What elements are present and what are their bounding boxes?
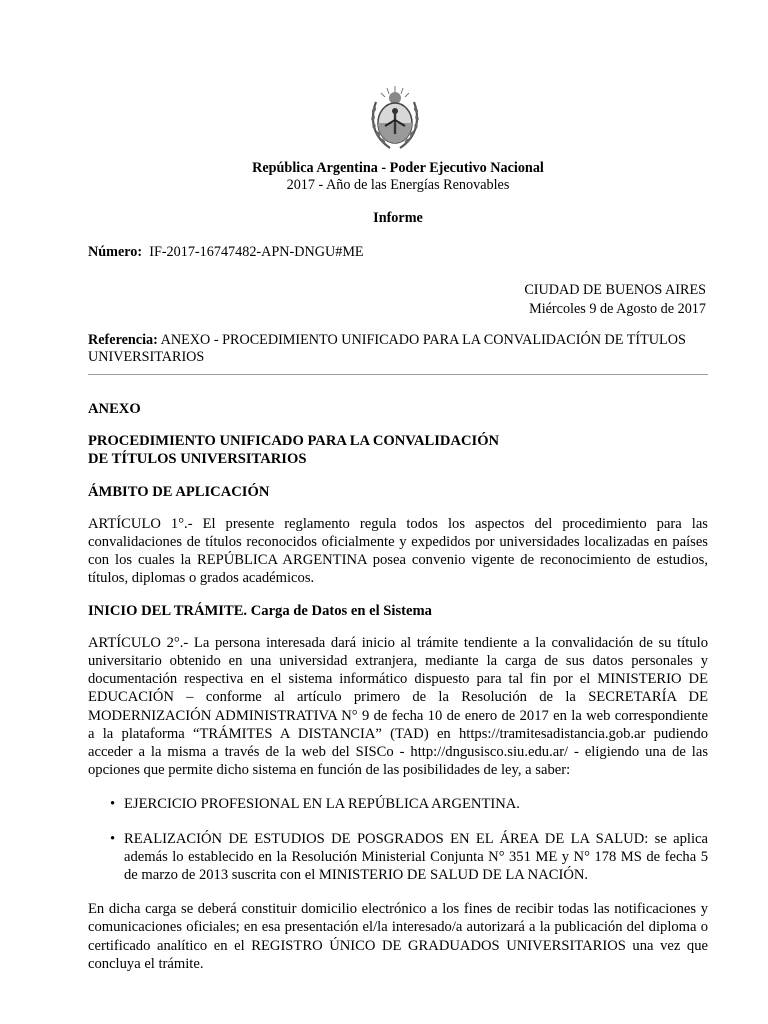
section-annex-heading: ANEXO (88, 401, 141, 417)
procedure-title-line-2: DE TÍTULOS UNIVERSITARIOS (88, 451, 307, 468)
list-item (88, 830, 708, 885)
list-item (88, 795, 708, 813)
coat-of-arms-icon (368, 84, 422, 154)
scope-heading: ÁMBITO DE APLICACIÓN (88, 483, 270, 500)
document-number (88, 244, 364, 261)
government-title: República Argentina - Poder Ejecutivo Nacional (252, 160, 544, 176)
document-number-label: Número: (88, 244, 143, 260)
divider (88, 374, 708, 375)
reference (88, 332, 708, 366)
document-type: Informe (373, 210, 423, 226)
city: CIUDAD DE BUENOS AIRES (524, 282, 706, 298)
bullet-icon: • (110, 796, 116, 813)
place-date-block (524, 281, 706, 319)
closing-paragraph: En dicha carga se deberá constituir domicilio electrónico a los fines de recibir todas las notificaciones y comunicaciones oficiales; en esa presentación el/la interesado/a autorizará a la publicación del diploma o certificado analítico en el REGISTRO ÚNICO DE GRADUADOS UNIVERSITARIOS una vez que concluya el trámite. (88, 901, 708, 972)
document-number-value: IF-2017-16747482-APN-DNGU#ME (149, 244, 364, 260)
article-2: ARTÍCULO 2°.- La persona interesada dará inicio al trámite tendiente a la convalidación de su título universitario obtenido en una universidad extranjera, mediante la carga de sus datos personales y documentación respectiva en el sistema informático dispuesto para tal fin por el MINISTERIO DE EDUCACIÓN – conforme al artículo primero de la Resolución de la SECRETARÍA DE MODERNIZACIÓN ADMINISTRATIVA N° 9 de fecha 10 de enero de 2017 en la web correspondiente a la plataforma “TRÁMITES A DISTANCIA” (TAD) en https://tramitesadistancia.gob.ar pudiendo acceder a la misma a través de la web del SISCo - http://dngusisco.siu.edu.ar/ - eligiendo una de las opciones que permite dicho sistema en función de las posibilidades de ley, a saber: (88, 634, 708, 779)
date: Miércoles 9 de Agosto de 2017 (529, 301, 706, 317)
procedure-start-heading: INICIO DEL TRÁMITE. Carga de Datos en el Sistema (88, 602, 432, 619)
article-1: ARTÍCULO 1°.- El presente reglamento regula todos los aspectos del procedimiento para las convalidaciones de títulos reconocidos oficialmente y expedidos por universidades localizadas en países con los cuales la REPÚBLICA ARGENTINA posea convenio vigente de reconocimiento de estudios, títulos, diplomas o grados académicos. (88, 515, 708, 587)
list-item-text: EJERCICIO PROFESIONAL EN LA REPÚBLICA ARGENTINA. (124, 796, 520, 813)
document-body (88, 400, 708, 973)
bullet-icon: • (110, 830, 116, 847)
procedure-title-line-1: PROCEDIMIENTO UNIFICADO PARA LA CONVALIDACIÓN (88, 433, 500, 450)
year-motto: 2017 - Año de las Energías Renovables (286, 177, 510, 193)
reference-text: ANEXO - PROCEDIMIENTO UNIFICADO PARA LA CONVALIDACIÓN DE TÍTULOS UNIVERSITARIOS (88, 332, 686, 365)
reference-label: Referencia: (88, 332, 158, 348)
list-item-text: REALIZACIÓN DE ESTUDIOS DE POSGRADOS EN EL ÁREA DE LA SALUD: se aplica además lo establecido en la Resolución Ministerial Conjunta N° 351 ME y N° 178 MS de fecha 5 de marzo de 2013 suscrita con el MINISTERIO DE SALUD DE LA NACIÓN. (124, 830, 708, 884)
